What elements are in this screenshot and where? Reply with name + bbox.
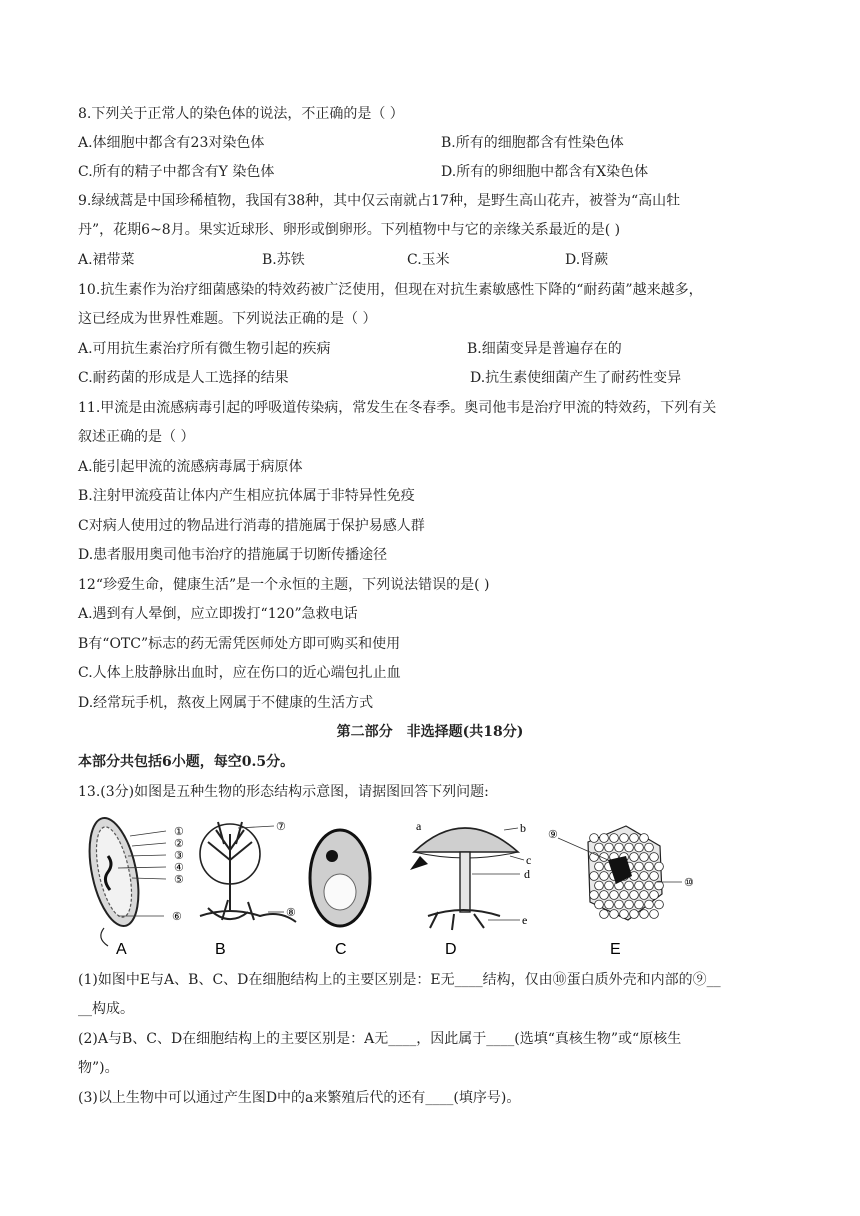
callout-8: ⑧ <box>286 906 296 919</box>
q13-part2-line1: (2)A与B、C、D在细胞结构上的主要区别是：A无____，因此属于____(选填“真核生物”或“原核生 <box>78 1031 682 1047</box>
q10-option-d: D.抗生素使细菌产生了耐药性变异 <box>470 370 682 386</box>
q11-option-b: B.注射甲流疫苗让体内产生相应抗体属于非特异性免疫 <box>78 488 415 504</box>
callout-9: ⑨ <box>548 828 558 841</box>
q13-stem: 13.(3分)如图是五种生物的形态结构示意图，请据图回答下列问题: <box>78 784 489 800</box>
q9-option-d: D.肾蕨 <box>565 252 609 268</box>
figure-label-e: E <box>610 941 621 958</box>
q8-option-d: D.所有的卵细胞中都含有X染色体 <box>441 164 649 180</box>
figure-label-b: B <box>215 941 226 958</box>
q9-option-c: C.玉米 <box>407 252 450 268</box>
part2-note: 本部分共包括6小题，每空0.5分。 <box>78 754 295 770</box>
callout-5: ⑤ <box>174 873 184 886</box>
q9-option-b: B.苏铁 <box>262 252 305 268</box>
q9-stem-line2: 丹”，花期6~8月。果实近球形、卵形或倒卵形。下列植物中与它的亲缘关系最近的是( ) <box>78 222 621 238</box>
q12-option-c: C.人体上肢静脉出血时，应在伤口的近心端包扎止血 <box>78 665 401 681</box>
yeast-drawing <box>310 830 370 926</box>
q11-option-d: D.患者服用奥司他韦治疗的措施属于切断传播途径 <box>78 547 388 563</box>
callout-6: ⑥ <box>172 910 182 923</box>
q13-part1-line2: __构成。 <box>78 1001 134 1017</box>
mold-drawing <box>200 822 296 922</box>
callout-b: b <box>520 821 526 835</box>
callout-1: ① <box>174 825 184 838</box>
callout-d: d <box>524 867 530 881</box>
callout-3: ③ <box>174 849 184 862</box>
q10-option-a: A.可用抗生素治疗所有微生物引起的疾病 <box>78 341 331 357</box>
q10-option-b: B.细菌变异是普遍存在的 <box>467 341 622 357</box>
callout-e: e <box>522 913 528 927</box>
part2-title: 第二部分 非选择题(共18分) <box>336 724 524 740</box>
figure-label-d: D <box>445 941 457 958</box>
callout-4: ④ <box>174 861 184 874</box>
q8-option-a: A.体细胞中都含有23对染色体 <box>78 135 265 151</box>
q11-stem-line2: 叙述正确的是（ ） <box>78 429 195 445</box>
q12-option-b: B有“OTC”标志的药无需凭医师处方即可购买和使用 <box>78 636 401 652</box>
callout-7: ⑦ <box>276 820 286 833</box>
callout-2: ② <box>174 837 184 850</box>
q11-option-c: C对病人使用过的物品进行消毒的措施属于保护易感人群 <box>78 518 425 534</box>
q9-stem-line1: 9.绿绒蒿是中国珍稀植物，我国有38种，其中仅云南就占17种，是野生高山花卉，被誉为“高山牡 <box>78 193 681 209</box>
five-organisms-figure <box>78 816 718 961</box>
q11-stem-line1: 11.甲流是由流感病毒引起的呼吸道传染病，常发生在冬春季。奥司他韦是治疗甲流的特效药，下列有关 <box>78 400 717 416</box>
bacterium-drawing <box>81 816 166 946</box>
figure-label-c: C <box>335 941 347 958</box>
figure-label-a: A <box>116 941 127 958</box>
q12-option-a: A.遇到有人晕倒，应立即拨打“120”急救电话 <box>78 606 358 622</box>
callout-10: ⑩ <box>684 876 694 889</box>
callout-c: c <box>526 853 532 867</box>
q10-stem-line2: 这已经成为世界性难题。下列说法正确的是（ ） <box>78 311 377 327</box>
q11-option-a: A.能引起甲流的流感病毒属于病原体 <box>78 459 303 475</box>
organisms-diagram <box>78 816 718 961</box>
virus-drawing <box>558 826 682 920</box>
q9-option-a: A.裙带菜 <box>78 252 135 268</box>
q8-stem: 8.下列关于正常人的染色体的说法，不正确的是（ ） <box>78 106 404 122</box>
q13-part1-line1: (1)如图中E与A、B、C、D在细胞结构上的主要区别是：E无____结构，仅由⑩蛋白质外壳和内部的⑨__ <box>78 972 721 988</box>
q12-stem: 12“珍爱生命，健康生活”是一个永恒的主题，下列说法错误的是( ) <box>78 577 490 593</box>
q12-option-d: D.经常玩手机，熬夜上网属于不健康的生活方式 <box>78 695 374 711</box>
q10-stem-line1: 10.抗生素作为治疗细菌感染的特效药被广泛使用，但现在对抗生素敏感性下降的“耐药菌”越来越多， <box>78 282 703 298</box>
q10-option-c: C.耐药菌的形成是人工选择的结果 <box>78 370 289 386</box>
mushroom-drawing <box>410 828 524 930</box>
callout-a: a <box>416 819 422 833</box>
q13-part3: (3)以上生物中可以通过产生图D中的a来繁殖后代的还有____(填序号)。 <box>78 1090 521 1106</box>
q13-part2-line2: 物”)。 <box>78 1060 119 1076</box>
q8-option-c: C.所有的精子中都含有Y 染色体 <box>78 164 275 180</box>
q8-option-b: B.所有的细胞都含有性染色体 <box>441 135 624 151</box>
